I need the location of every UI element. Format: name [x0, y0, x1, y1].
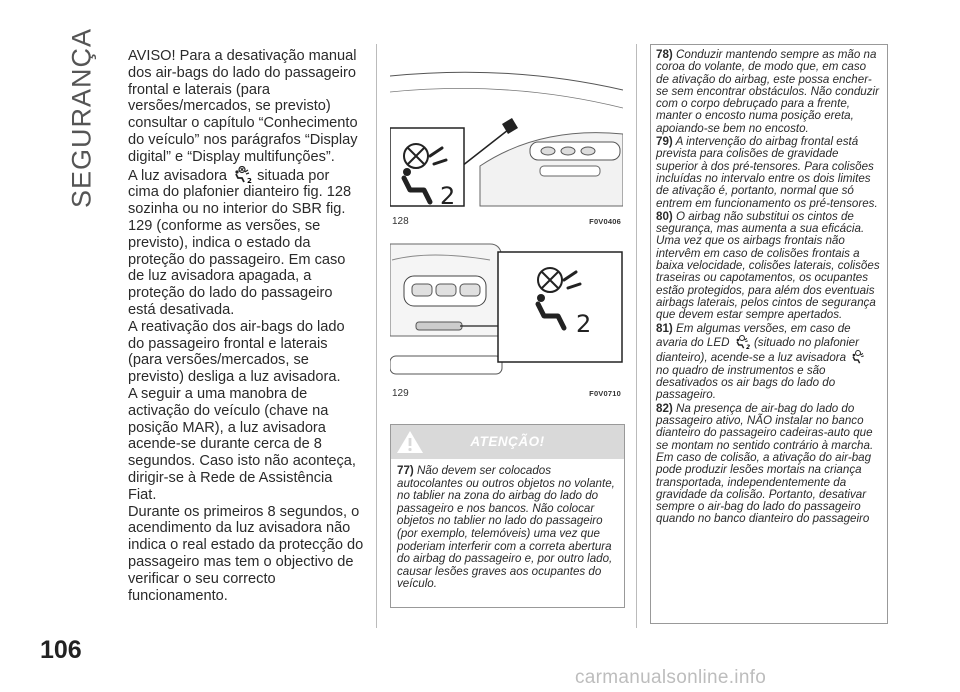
svg-text:2: 2	[576, 310, 592, 338]
note-item: 82) Na presença de air-bag do lado do passageiro ativo, NÃO instalar no banco dianteiro do passageiro cadeiras-auto que se montam no sentido contrário à marcha. Em caso de colisão, a ativação do air-bag pode produzir lesões mortais na criança transportada, independentemente da gravidade da colisão. Portanto, desativar sempre o air-bag do lado do passageiro quando no banco dianteiro do passageiro	[656, 401, 874, 526]
page-number: 106	[40, 636, 82, 664]
figure-129	[390, 240, 623, 399]
note-item: 81) Em algumas versões, em caso de avaria do LED 2 (situado no plafonier dianteiro), acende-se a luz avisadora no quadro de instrumentos e são desativados os air bags do lado do passageiro.	[656, 323, 881, 402]
section-side-title: SEGURANÇA	[66, 27, 97, 209]
warning-header	[391, 425, 624, 459]
main-text-column	[128, 48, 364, 604]
note-item: 80) O airbag não substitui os cintos de segurança, mas aumenta a sua eficácia. Uma vez que os airbags frontais não intervêm em caso de colisões frontais a baixa velocidade, colisões laterais, colisões traseiras ou capotamentos, os ocupantes estão protegidos, para além dos eventuais airbags laterais, pelos cintos de segurança que devem estar sempre apertados.	[656, 209, 880, 322]
svg-text:2: 2	[247, 176, 252, 184]
paragraph-manobra: A seguir a uma manobra de activação do veículo (chave na posição MAR), a luz avisadora acende-se durante cerca de 8 segundos. Caso isto não aconteça, dirigir-se à Rede de Assistência Fiat.	[128, 385, 356, 503]
warning-body	[391, 459, 624, 591]
note-number: 77)	[397, 464, 414, 477]
notes-box	[650, 44, 888, 624]
column-divider	[376, 44, 377, 628]
warning-title: ATENÇÃO!	[470, 434, 545, 449]
note-text: Não devem ser colocados autocolantes ou outros objetos no volante, no tablier na zona do airbag do lado do passageiro e nos bancos. Não colocar objetos no tablier no lado do passageiro (por exemplo, telemóveis) uma vez que poderiam interferir com a correta abertura do airbag do passageiro e, por outro lado, causar lesões graves aos ocupantes do veículo.	[397, 464, 615, 591]
watermark: carmanualsonline.info	[575, 667, 767, 688]
paragraph-reativacao: A reativação dos air-bags do lado do passageiro frontal e laterais (para versões/mercados, se previsto) desliga a luz avisadora.	[128, 318, 345, 386]
figure-code: F0V0406	[589, 217, 621, 226]
svg-text:2: 2	[745, 344, 750, 350]
figure-128	[390, 46, 623, 227]
airbag-warning-icon	[231, 166, 253, 184]
paragraph-luz-avisadora: A luz avisadora 2 situada por cima do plafonier dianteiro fig. 128 sozinha ou no interior do SBR fig. 129 (conforme as versões, se previsto), indica o estado da proteção do passageiro. Em caso de luz avisadora apagada, a proteção do lado do passageiro está desativada.	[128, 167, 352, 318]
column-divider	[636, 44, 637, 628]
figure-number: 128	[392, 216, 409, 227]
airbag-warning-icon	[849, 350, 867, 365]
paragraph-aviso: AVISO! Para a desativação manual dos air-bags do lado do passageiro frontal e laterais (para versões/mercados, se previsto) consultar o capítulo “Conhecimento do veículo” nos parágrafos “Display digital” e “Display multifunções”.	[128, 48, 358, 165]
warning-box	[390, 424, 625, 608]
figure-number: 129	[392, 388, 409, 399]
airbag-warning-icon	[733, 335, 751, 350]
svg-text:2: 2	[440, 182, 456, 210]
paragraph-primeiros-segundos: Durante os primeiros 8 segundos, o acendimento da luz avisadora não indica o real estado da protecção do passageiro mas tem o objectivo de verificar o seu correcto funcionamento.	[128, 503, 364, 604]
note-item: 78) Conduzir mantendo sempre as mão na coroa do volante, de modo que, em caso de ativação do airbag, este possa encher-se sem encontrar obstáculos. Não conduzir com o corpo debruçado para a frente, manter o encosto numa posição ereta, apoiando-se bem no encosto.	[656, 48, 879, 135]
figure-code: F0V0710	[589, 389, 621, 398]
note-item: 79) A intervenção do airbag frontal está prevista para colisões de gravidade superior à dos pré-tensores. Para colisões incluídas no intervalo entre os dois limites de ativação é, portanto, normal que só entrem em funcionamento os pré-tensores.	[656, 135, 878, 210]
